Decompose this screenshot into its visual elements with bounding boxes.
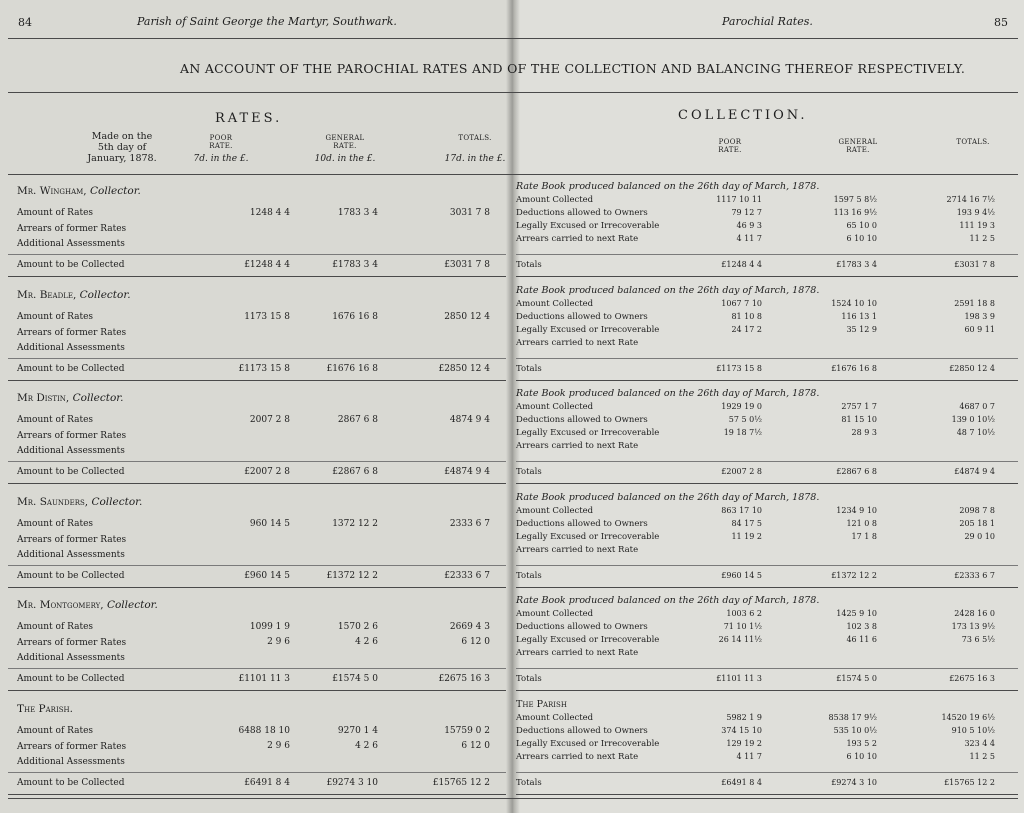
rate-amount-value: 2867 6 8 bbox=[337, 415, 378, 425]
rate-collected-value: £2675 16 3 bbox=[438, 674, 490, 684]
rates-col-poor-head: POOR RATE. bbox=[209, 134, 233, 150]
coll-deductions-value: 102 3 8 bbox=[846, 622, 877, 631]
rate-amount-value: 6488 18 10 bbox=[238, 725, 290, 736]
coll-totals-value: £960 14 5 bbox=[721, 570, 762, 580]
coll-row-label-excused: Legally Excused or Irrecoverable bbox=[516, 221, 660, 231]
rate-arrears-value: 2 9 6 bbox=[267, 740, 290, 751]
coll-deductions-value: 910 5 10½ bbox=[951, 725, 995, 735]
coll-excused-value: 35 12 9 bbox=[846, 324, 877, 334]
coll-collected-value: 1524 10 10 bbox=[831, 298, 877, 308]
rates-section-title: RATES. bbox=[215, 111, 283, 126]
rate-amount-value: 1372 12 2 bbox=[332, 518, 378, 529]
coll-excused-value: 129 19 2 bbox=[726, 738, 762, 748]
row-label-amount: Amount of Rates bbox=[17, 208, 94, 218]
coll-group-rule bbox=[516, 690, 1018, 691]
coll-excused-value: 46 9 3 bbox=[736, 221, 762, 230]
coll-totals-value: £1574 5 0 bbox=[836, 674, 877, 683]
coll-arrears-value: 4 11 7 bbox=[736, 751, 762, 761]
coll-collected-value: 8538 17 9½ bbox=[828, 712, 877, 722]
row-label-amount: Amount of Rates bbox=[17, 518, 94, 529]
rate-amount-value: 4874 9 4 bbox=[449, 415, 490, 425]
rate-collected-value: £6491 8 4 bbox=[244, 777, 290, 788]
coll-excused-value: 60 9 11 bbox=[964, 324, 995, 334]
coll-excused-value: 11 19 2 bbox=[731, 531, 762, 541]
coll-row-label-totals: Totals bbox=[516, 260, 542, 270]
coll-deductions-value: 205 18 1 bbox=[959, 518, 995, 528]
collector-heading bbox=[17, 496, 142, 508]
banner-rule bbox=[8, 92, 1018, 93]
rates-group-rule bbox=[8, 794, 506, 795]
rate-amount-value: 1173 15 8 bbox=[244, 311, 290, 322]
rates-subtotal-rule bbox=[8, 565, 506, 566]
coll-collected-value: 2591 18 8 bbox=[954, 298, 995, 308]
rate-collected-value: £3031 7 8 bbox=[444, 260, 490, 270]
rate-collected-value: £1101 11 3 bbox=[238, 674, 290, 684]
collector-role: Collector. bbox=[72, 392, 124, 404]
rate-book-heading: Rate Book produced balanced on the 26th day of March, 1878. bbox=[516, 491, 820, 503]
coll-row-label-collected: Amount Collected bbox=[516, 298, 594, 309]
row-label-collected: Amount to be Collected bbox=[17, 777, 125, 788]
coll-excused-value: 46 11 6 bbox=[846, 635, 877, 644]
rate-amount-value: 1248 4 4 bbox=[249, 208, 290, 218]
rate-amount-value: 2850 12 4 bbox=[444, 311, 490, 322]
right-page-number: 85 bbox=[994, 16, 1008, 29]
rate-amount-value: 1099 1 9 bbox=[249, 622, 290, 632]
collector-name: The Parish. bbox=[17, 702, 73, 715]
rate-collected-value: £2867 6 8 bbox=[332, 467, 378, 477]
rate-arrears-value: 4 2 6 bbox=[355, 740, 378, 751]
row-label-arrears: Arrears of former Rates bbox=[17, 327, 127, 338]
coll-deductions-value: 57 5 0½ bbox=[728, 415, 762, 424]
collector-role: Collector. bbox=[106, 599, 158, 611]
row-label-collected: Amount to be Collected bbox=[17, 260, 125, 270]
right-running-title: Parochial Rates. bbox=[722, 15, 813, 28]
row-label-additional: Additional Assessments bbox=[17, 446, 125, 456]
coll-row-label-collected: Amount Collected bbox=[516, 609, 594, 619]
row-label-collected: Amount to be Collected bbox=[17, 674, 125, 684]
left-running-title: Parish of Saint George the Martyr, Southwark. bbox=[137, 15, 397, 28]
coll-group-rule bbox=[516, 587, 1018, 588]
coll-excused-value: 28 9 3 bbox=[851, 428, 877, 437]
row-label-arrears: Arrears of former Rates bbox=[17, 431, 127, 441]
rate-amount-value: 15759 0 2 bbox=[444, 725, 490, 736]
rate-collected-value: £1173 15 8 bbox=[238, 363, 290, 374]
coll-row-label-deductions: Deductions allowed to Owners bbox=[516, 311, 648, 322]
coll-totals-value: £6491 8 4 bbox=[721, 777, 762, 787]
row-label-additional: Additional Assessments bbox=[17, 653, 125, 663]
rate-arrears-value: 6 12 0 bbox=[461, 637, 490, 647]
row-label-amount: Amount of Rates bbox=[17, 725, 94, 736]
rates-col-poor-sub: 7d. in the £. bbox=[193, 154, 249, 164]
coll-row-label-collected: Amount Collected bbox=[516, 712, 594, 723]
collector-name: Mr. Wingham, bbox=[17, 185, 87, 197]
collector-heading bbox=[17, 289, 131, 301]
rates-col-totals-sub: 17d. in the £. bbox=[444, 154, 506, 164]
coll-subtotal-rule bbox=[516, 461, 1018, 462]
rates-subtotal-rule bbox=[8, 772, 506, 773]
coll-excused-value: 48 7 10½ bbox=[956, 428, 995, 437]
rate-book-heading: Rate Book produced balanced on the 26th day of March, 1878. bbox=[516, 595, 820, 606]
coll-subtotal-rule bbox=[516, 358, 1018, 359]
coll-arrears-value: 4 11 7 bbox=[736, 234, 762, 243]
coll-row-label-arrears: Arrears carried to next Rate bbox=[516, 751, 639, 762]
collector-heading bbox=[17, 599, 158, 611]
coll-col-totals-head: TOTALS. bbox=[956, 138, 990, 146]
coll-collected-value: 4687 0 7 bbox=[959, 402, 995, 411]
coll-excused-value: 111 19 3 bbox=[959, 221, 995, 230]
rates-col-totals-head: TOTALS. bbox=[458, 134, 492, 142]
collector-name: Mr. Beadle, bbox=[17, 288, 77, 301]
rate-collected-value: £2850 12 4 bbox=[438, 363, 490, 374]
rate-collected-value: £9274 3 10 bbox=[326, 777, 378, 788]
rates-group-rule bbox=[8, 483, 506, 484]
coll-deductions-value: 374 15 10 bbox=[721, 725, 762, 735]
rate-amount-value: 960 14 5 bbox=[249, 518, 290, 529]
coll-totals-value: £1101 11 3 bbox=[716, 674, 762, 683]
coll-row-label-totals: Totals bbox=[516, 570, 542, 581]
coll-totals-value: £2850 12 4 bbox=[949, 363, 995, 373]
row-label-arrears: Arrears of former Rates bbox=[17, 224, 127, 234]
row-label-additional: Additional Assessments bbox=[17, 239, 125, 249]
rate-amount-value: 2007 2 8 bbox=[249, 415, 290, 425]
row-label-arrears: Arrears of former Rates bbox=[17, 638, 127, 648]
coll-deductions-value: 193 9 4½ bbox=[956, 208, 995, 217]
header-rule bbox=[8, 38, 1018, 39]
coll-collected-value: 1234 9 10 bbox=[836, 505, 877, 515]
coll-row-label-arrears: Arrears carried to next Rate bbox=[516, 337, 639, 348]
coll-row-label-arrears: Arrears carried to next Rate bbox=[516, 648, 639, 658]
collector-heading bbox=[17, 703, 73, 715]
coll-arrears-value: 11 2 5 bbox=[969, 234, 995, 243]
coll-row-label-deductions: Deductions allowed to Owners bbox=[516, 725, 648, 736]
coll-collected-value: 1929 19 0 bbox=[721, 402, 762, 411]
coll-deductions-value: 71 10 1½ bbox=[723, 622, 762, 631]
collector-role: Collector. bbox=[91, 495, 143, 508]
coll-totals-value: £2007 2 8 bbox=[721, 467, 762, 476]
coll-totals-value: £4874 9 4 bbox=[954, 467, 995, 476]
collector-role: Collector. bbox=[89, 185, 141, 197]
coll-arrears-value: 11 2 5 bbox=[969, 751, 995, 761]
coll-totals-value: £2333 6 7 bbox=[954, 570, 995, 580]
coll-deductions-value: 198 3 9 bbox=[964, 311, 995, 321]
coll-totals-value: £1783 3 4 bbox=[836, 260, 877, 269]
coll-excused-value: 24 17 2 bbox=[731, 324, 762, 334]
rate-arrears-value: 4 2 6 bbox=[355, 637, 378, 647]
rates-col-general-head: GENERAL RATE. bbox=[325, 134, 365, 150]
collector-heading bbox=[17, 185, 141, 197]
coll-collected-value: 14520 19 6½ bbox=[941, 712, 995, 722]
rate-collected-value: £1248 4 4 bbox=[244, 260, 290, 270]
coll-collected-value: 1117 10 11 bbox=[716, 195, 762, 204]
rate-amount-value: 2669 4 3 bbox=[449, 622, 490, 632]
row-label-arrears: Arrears of former Rates bbox=[17, 741, 127, 752]
rates-subtotal-rule bbox=[8, 254, 506, 255]
rates-group-rule bbox=[8, 380, 506, 381]
coll-collected-value: 1425 9 10 bbox=[836, 609, 877, 618]
coll-row-label-deductions: Deductions allowed to Owners bbox=[516, 518, 648, 529]
row-label-arrears: Arrears of former Rates bbox=[17, 534, 127, 545]
collector-name: Mr. Saunders, bbox=[17, 495, 89, 508]
coll-subtotal-rule bbox=[516, 772, 1018, 773]
rates-group-rule bbox=[8, 690, 506, 691]
coll-row-label-totals: Totals bbox=[516, 674, 542, 684]
rates-subtotal-rule bbox=[8, 358, 506, 359]
rates-col-general-sub: 10d. in the £. bbox=[314, 154, 376, 164]
row-label-collected: Amount to be Collected bbox=[17, 363, 125, 374]
rate-collected-value: £15765 12 2 bbox=[432, 777, 490, 788]
rate-amount-value: 1676 16 8 bbox=[332, 311, 378, 322]
coll-row-label-collected: Amount Collected bbox=[516, 505, 594, 516]
coll-row-label-excused: Legally Excused or Irrecoverable bbox=[516, 635, 660, 645]
rate-collected-value: £1676 16 8 bbox=[326, 363, 378, 374]
coll-collected-value: 2428 16 0 bbox=[954, 609, 995, 618]
coll-collected-value: 5982 1 9 bbox=[726, 712, 762, 722]
coll-totals-value: £2675 16 3 bbox=[949, 674, 995, 683]
row-label-amount: Amount of Rates bbox=[17, 622, 94, 632]
coll-totals-value: £1372 12 2 bbox=[831, 570, 877, 580]
coll-totals-value: £1173 15 8 bbox=[716, 363, 762, 373]
coll-row-label-deductions: Deductions allowed to Owners bbox=[516, 415, 648, 425]
coll-subtotal-rule bbox=[516, 668, 1018, 669]
coll-col-general-head: GENERAL RATE. bbox=[838, 138, 878, 154]
coll-row-label-excused: Legally Excused or Irrecoverable bbox=[516, 738, 660, 749]
coll-deductions-value: 173 13 9½ bbox=[951, 622, 995, 631]
coll-totals-value: £9274 3 10 bbox=[831, 777, 877, 787]
row-label-collected: Amount to be Collected bbox=[17, 570, 125, 581]
coll-row-label-excused: Legally Excused or Irrecoverable bbox=[516, 531, 660, 542]
coll-row-label-arrears: Arrears carried to next Rate bbox=[516, 234, 639, 244]
rate-collected-value: £2007 2 8 bbox=[244, 467, 290, 477]
rate-collected-value: £1783 3 4 bbox=[332, 260, 378, 270]
coll-subtotal-rule bbox=[516, 565, 1018, 566]
coll-deductions-value: 535 10 0½ bbox=[833, 725, 877, 735]
column-head-rule bbox=[8, 174, 1018, 175]
rate-arrears-value: 6 12 0 bbox=[461, 740, 490, 751]
row-label-additional: Additional Assessments bbox=[17, 342, 125, 353]
coll-group-rule bbox=[516, 380, 1018, 381]
coll-excused-value: 17 1 8 bbox=[851, 531, 877, 541]
rates-subtotal-rule bbox=[8, 461, 506, 462]
coll-row-label-totals: Totals bbox=[516, 777, 542, 788]
coll-deductions-value: 139 0 10½ bbox=[951, 415, 995, 424]
coll-totals-value: £2867 6 8 bbox=[836, 467, 877, 476]
coll-collected-value: 1597 5 8½ bbox=[833, 195, 877, 204]
row-label-additional: Additional Assessments bbox=[17, 756, 125, 767]
rate-amount-value: 9270 1 4 bbox=[337, 725, 378, 736]
row-label-amount: Amount of Rates bbox=[17, 311, 94, 322]
coll-group-rule bbox=[516, 276, 1018, 277]
rates-subtotal-rule bbox=[8, 668, 506, 669]
coll-excused-value: 73 6 5½ bbox=[961, 635, 995, 644]
coll-row-label-deductions: Deductions allowed to Owners bbox=[516, 208, 648, 218]
rates-group-rule bbox=[8, 276, 506, 277]
coll-excused-value: 19 18 7½ bbox=[723, 428, 762, 437]
account-banner: AN ACCOUNT OF THE PAROCHIAL RATES AND OF THE COLLECTION AND BALANCING THEREOF RESPECTIVELY. bbox=[180, 61, 966, 76]
coll-row-label-excused: Legally Excused or Irrecoverable bbox=[516, 324, 660, 335]
rate-book-heading: The Parish bbox=[516, 698, 567, 710]
coll-group-rule bbox=[516, 794, 1018, 795]
coll-row-label-excused: Legally Excused or Irrecoverable bbox=[516, 428, 660, 438]
coll-row-label-arrears: Arrears carried to next Rate bbox=[516, 544, 639, 555]
coll-excused-value: 26 14 11½ bbox=[718, 635, 762, 644]
bottom-rule bbox=[8, 798, 1018, 799]
rate-amount-value: 1570 2 6 bbox=[337, 622, 378, 632]
coll-deductions-value: 81 15 10 bbox=[841, 415, 877, 424]
coll-deductions-value: 121 0 8 bbox=[846, 518, 877, 528]
rate-collected-value: £1372 12 2 bbox=[326, 570, 378, 581]
left-page-number: 84 bbox=[18, 16, 32, 29]
rates-group-rule bbox=[8, 587, 506, 588]
row-label-additional: Additional Assessments bbox=[17, 549, 125, 560]
coll-collected-value: 1067 7 10 bbox=[721, 298, 762, 308]
coll-deductions-value: 79 12 7 bbox=[731, 208, 762, 217]
coll-subtotal-rule bbox=[516, 254, 1018, 255]
coll-deductions-value: 81 10 8 bbox=[731, 311, 762, 321]
rate-book-heading: Rate Book produced balanced on the 26th day of March, 1878. bbox=[516, 388, 820, 399]
rate-collected-value: £1574 5 0 bbox=[332, 674, 378, 684]
coll-collected-value: 863 17 10 bbox=[721, 505, 762, 515]
rate-amount-value: 3031 7 8 bbox=[449, 208, 490, 218]
coll-collected-value: 2098 7 8 bbox=[959, 505, 995, 515]
coll-row-label-arrears: Arrears carried to next Rate bbox=[516, 441, 639, 451]
rate-amount-value: 2333 6 7 bbox=[449, 518, 490, 529]
coll-excused-value: 323 4 4 bbox=[964, 738, 995, 748]
rate-collected-value: £960 14 5 bbox=[244, 570, 290, 581]
coll-col-poor-head: POOR RATE. bbox=[718, 138, 742, 154]
collector-heading bbox=[17, 392, 124, 404]
rate-collected-value: £2333 6 7 bbox=[444, 570, 490, 581]
coll-collected-value: 2757 1 7 bbox=[841, 402, 877, 411]
coll-collected-value: 2714 16 7½ bbox=[946, 195, 995, 204]
coll-collected-value: 1003 6 2 bbox=[726, 609, 762, 618]
coll-totals-value: £3031 7 8 bbox=[954, 260, 995, 269]
coll-excused-value: 65 10 0 bbox=[846, 221, 877, 230]
coll-totals-value: £1248 4 4 bbox=[721, 260, 762, 269]
coll-totals-value: £15765 12 2 bbox=[944, 777, 995, 787]
coll-row-label-totals: Totals bbox=[516, 363, 542, 374]
rate-collected-value: £4874 9 4 bbox=[444, 467, 490, 477]
rate-amount-value: 1783 3 4 bbox=[337, 208, 378, 218]
collector-role: Collector. bbox=[79, 288, 131, 301]
coll-deductions-value: 116 13 1 bbox=[841, 311, 877, 321]
row-label-amount: Amount of Rates bbox=[17, 415, 94, 425]
coll-arrears-value: 6 10 10 bbox=[846, 751, 877, 761]
coll-totals-value: £1676 16 8 bbox=[831, 363, 877, 373]
collection-section-title: COLLECTION. bbox=[678, 108, 808, 123]
collector-name: Mr Distin, bbox=[17, 392, 70, 404]
coll-deductions-value: 113 16 9½ bbox=[833, 208, 877, 217]
rate-book-heading: Rate Book produced balanced on the 26th day of March, 1878. bbox=[516, 181, 820, 192]
coll-excused-value: 29 0 10 bbox=[964, 531, 995, 541]
rate-book-heading: Rate Book produced balanced on the 26th day of March, 1878. bbox=[516, 284, 820, 296]
coll-row-label-collected: Amount Collected bbox=[516, 195, 594, 205]
coll-group-rule bbox=[516, 483, 1018, 484]
row-label-collected: Amount to be Collected bbox=[17, 467, 125, 477]
coll-excused-value: 193 5 2 bbox=[846, 738, 877, 748]
coll-row-label-deductions: Deductions allowed to Owners bbox=[516, 622, 648, 632]
collector-name: Mr. Montgomery, bbox=[17, 599, 104, 611]
coll-arrears-value: 6 10 10 bbox=[846, 234, 877, 243]
coll-deductions-value: 84 17 5 bbox=[731, 518, 762, 528]
coll-row-label-collected: Amount Collected bbox=[516, 402, 594, 412]
coll-row-label-totals: Totals bbox=[516, 467, 542, 477]
rate-arrears-value: 2 9 6 bbox=[267, 637, 290, 647]
made-on-note: Made on the 5th day of January, 1878. bbox=[87, 131, 157, 164]
